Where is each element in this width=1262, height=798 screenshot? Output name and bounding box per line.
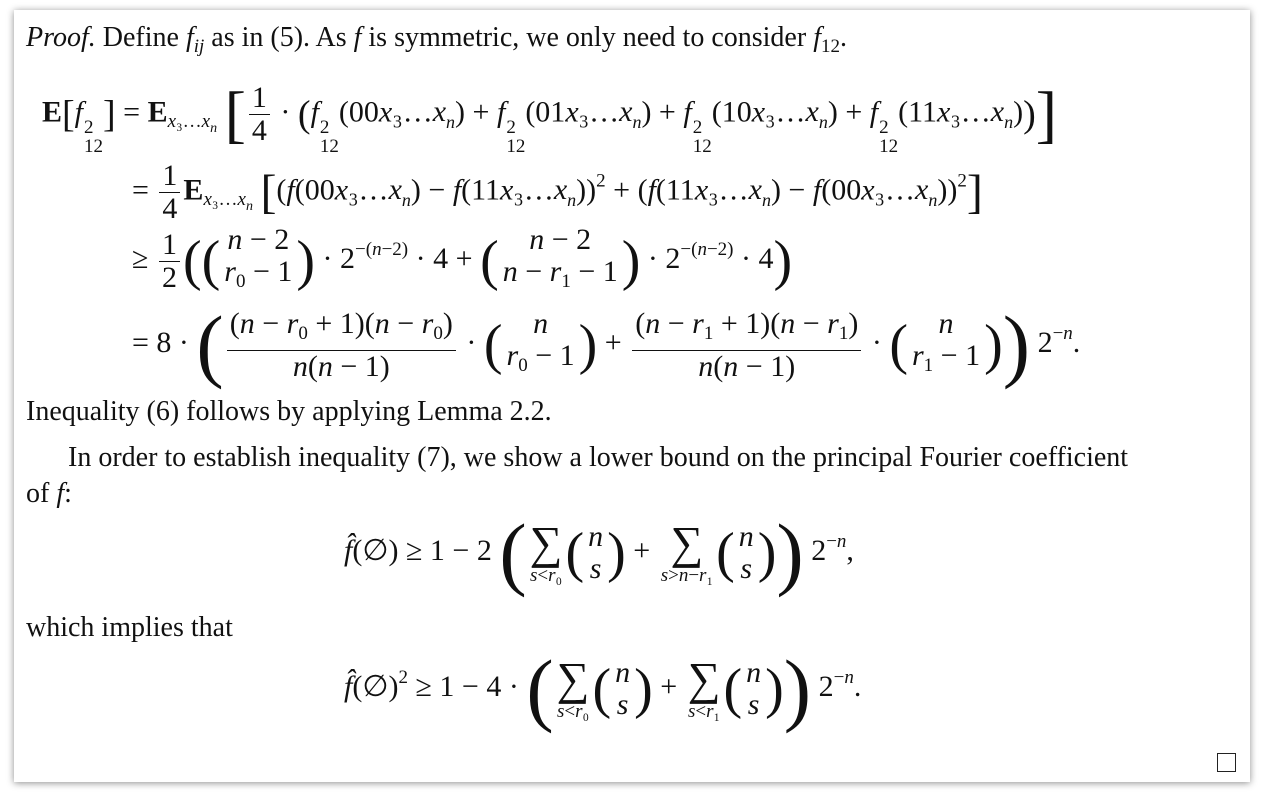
qed-square-icon [1217,753,1236,772]
text-of-f: of f: [26,478,72,509]
equation-fourier-bound: f̂(∅) ≥ 1 − 2 ( ∑ s<r₀ ( n s ) + ∑ s>n−r₁ ( n s )) $2^{-n}$, [344,507,854,598]
document-page [14,10,1250,782]
text-which-implies: which implies that [26,612,233,643]
proof-label: Proof. [26,22,96,53]
proof-intro: Proof. Define $f_{ij}$ as in (5). As f is symmetric, we only need to consider $f_{12}$. [26,22,847,57]
text-in-order: In order to establish inequality (7), we show a lower bound on the principal Fourier coefficient [68,442,1129,473]
equation-line-1: E[f 2 12 ] = $E_{x_3\dots x_n}$ [ $\frac{1}{4}$ · (f 2 12 $(00x_3\dots x_n) + f$ 2 12 $(01x_3\dots x_n) + f$ 2 12 $(10x_3\dots x_n) + f$ 2 12 $(11x_3\dots x_n)$)] [42,78,1058,158]
equation-line-4: = 8 · ( $\frac{(n - r_0 + 1)(n - r_0)}{n(n - 1)}$ · ( n $r_0 - 1$ ) + $\frac{(n - r_1 + 1)(n - r_1)}{n(n - 1)}$ · ( n $r_1 - 1$ )) $2^{-n}$. [132,299,1081,390]
equation-line-2: = $\frac{1}{4}$ $E_{x_3\dots x_n}$ [($f(00x_3\dots x_n)$ − $f(11x_3\dots x_n))^2$ + ($f(11x_3\dots x_n)$ − $f(00x_3\dots x_n))^2$] [132,159,983,225]
equation-fourier-squared-bound: f̂(∅)$^2$ ≥ 1 − 4 · ( ∑ s<r₀ ( n s ) + ∑ s<r₁ ( n s )) $2^{-n}$. [344,643,862,734]
equation-line-3: ≥ $\frac{1}{2}$ (( n − 2 $r_0 - 1$ ) · $2^{-(n-2)} \cdot 4$ + ( n − 2 $n - r_1 - 1$ ) · $2^{-(n-2)} \cdot 4$) [132,223,793,294]
text-inequality-6: Inequality (6) follows by applying Lemma 2.2. [26,396,552,427]
